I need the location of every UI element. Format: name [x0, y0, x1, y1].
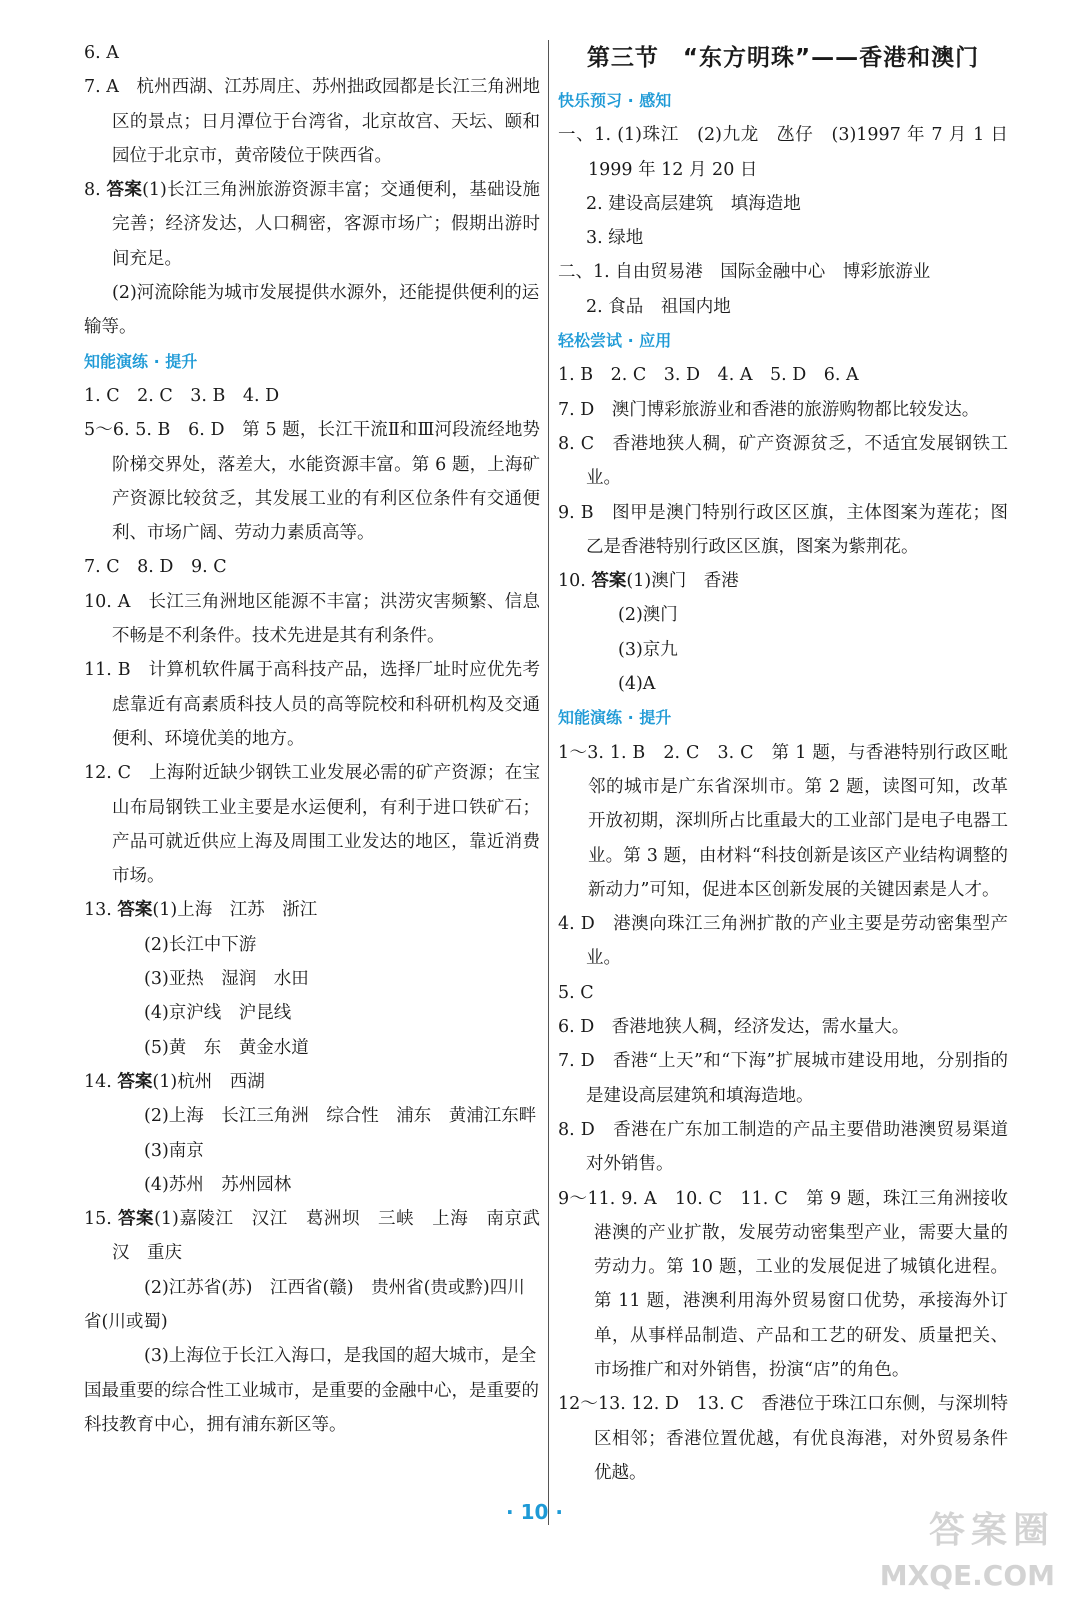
- left-column: [84, 36, 540, 1442]
- answer-label: 答案: [591, 571, 627, 592]
- item-number: 8.: [84, 180, 101, 201]
- answer-item: 6. A: [84, 43, 119, 63]
- answer-item: 8. D 香港在广东加工制造的产品主要借助港澳贸易渠道对外销售。: [558, 1119, 1008, 1175]
- item-number: 13.: [84, 900, 112, 921]
- answer-item: 7. D 香港“上天”和“下海”扩展城市建设用地，分别指的是建设高层建筑和填海造地。: [558, 1051, 1008, 1106]
- answer-item: [84, 893, 540, 927]
- answer-label: 答案: [117, 1071, 153, 1092]
- answer-text: (1)杭州 西湖: [152, 1071, 265, 1092]
- answer-text: (5)黄 东 黄金水道: [144, 1037, 309, 1058]
- answer-item: 9～11. 9. A 10. C 11. C 第 9 题，珠江三角洲接收港澳的产业扩散，发展劳动密集型产业，需要大量的劳动力。第 10 题，工业的发展促进了城镇化进程。第 11 题，港澳利用海外贸易窗口优势，承接海外订单，从事样品制造、产品和工艺的研发、质量把关、市场推广和对外销售，扮演“店”的角色。: [558, 1188, 1008, 1380]
- answer-item: 8. C 香港地狭人稠，矿产资源贫乏，不适宜发展钢铁工业。: [558, 433, 1008, 489]
- column-divider: [548, 40, 549, 1525]
- answer-text: (2)上海 长江三角洲 综合性 浦东 黄浦江东畔: [144, 1106, 537, 1127]
- answer-label: 答案: [117, 900, 153, 921]
- answer-text: (1)上海 江苏 浙江: [152, 900, 318, 921]
- answer-item: 1. C 2. C 3. B 4. D: [84, 385, 280, 406]
- answer-text: (1)澳门 香港: [626, 571, 739, 592]
- answer-label: 答案: [106, 180, 143, 201]
- section-heading: 轻松尝试 · 应用: [558, 331, 672, 351]
- answer-text: (1)长江三角洲旅游资源丰富；交通便利，基础设施完善；经济发达，人口稠密，客源市场广；假期出游时间充足。: [112, 180, 541, 269]
- answer-text: (4)苏州 苏州园林: [144, 1174, 292, 1195]
- answer-item: 二、1. 自由贸易港 国际金融中心 博彩旅游业: [558, 262, 931, 283]
- answer-item: 10. A 长江三角洲地区能源不丰富；洪涝灾害频繁、信息不畅是不利条件。技术先进是其有利条件。: [84, 591, 540, 647]
- answer-text: (2)澳门: [618, 605, 678, 626]
- answer-item: 2. 建设高层建筑 填海造地: [586, 193, 801, 214]
- answer-text: (3)亚热 湿润 水田: [144, 969, 309, 990]
- answer-item: 3. 绿地: [586, 228, 644, 249]
- answer-text: (3)上海位于长江入海口，是我国的超大城市，是全国最重要的综合性工业城市，是重要的金融中心，是重要的科技教育中心，拥有浦东新区等。: [84, 1346, 539, 1435]
- answer-text: (3)京九: [618, 639, 678, 660]
- answer-text: (2)长江中下游: [144, 934, 257, 955]
- answer-label: 答案: [117, 1209, 155, 1230]
- answer-item: 6. D 香港地狭人稠，经济发达，需水量大。: [558, 1017, 910, 1038]
- answer-item: 12. C 上海附近缺少钢铁工业发展必需的矿产资源；在宝山布局钢铁工业主要是水运便利，有利于进口铁矿石；产品可就近供应上海及周围工业发达的地区，靠近消费市场。: [84, 763, 540, 887]
- answer-item: 7. D 澳门博彩旅游业和香港的旅游购物都比较发达。: [558, 399, 980, 420]
- answer-text: (2)江苏省(苏) 江西省(赣) 贵州省(贵或黔)四川省(川或蜀): [84, 1277, 525, 1332]
- item-number: 10.: [558, 571, 586, 592]
- answer-item: [84, 1065, 540, 1099]
- watermark-text: 答案圈: [928, 1510, 1055, 1551]
- answer-item: 一、1. (1)珠江 (2)九龙 氹仔 (3)1997 年 7 月 1 日 1999 年 12 月 20 日: [558, 125, 1008, 180]
- page-number: · 10 ·: [506, 1500, 563, 1524]
- right-column: [558, 36, 1008, 1490]
- item-number: 14.: [84, 1071, 112, 1092]
- answer-item: 5. C: [558, 982, 594, 1003]
- section-heading: 知能演练 · 提升: [84, 351, 198, 371]
- item-number: 15.: [84, 1209, 112, 1230]
- answer-text: (1)嘉陵江 汉江 葛洲坝 三峡 上海 南京武汉 重庆: [112, 1209, 540, 1264]
- watermark-logo: [879, 1502, 1055, 1592]
- watermark-url: MXQE.COM: [879, 1559, 1055, 1592]
- answer-text: (2)河流除能为城市发展提供水源外，还能提供便利的运输等。: [84, 283, 540, 338]
- answer-item: 7. A 杭州西湖、江苏周庄、苏州拙政园都是长江三角洲地区的景点；日月潭位于台湾省，北京故宫、天坛、颐和园位于北京市，黄帝陵位于陕西省。: [84, 77, 540, 166]
- answer-item: 9. B 图甲是澳门特别行政区区旗，主体图案为莲花；图乙是香港特别行政区区旗，图案为紫荆花。: [558, 502, 1008, 557]
- answer-item: 7. C 8. D 9. C: [84, 557, 227, 578]
- answer-item: [558, 564, 1008, 598]
- answer-item: 2. 食品 祖国内地: [586, 296, 731, 317]
- answer-text: (3)南京: [144, 1140, 204, 1161]
- answer-item: 4. D 港澳向珠江三角洲扩散的产业主要是劳动密集型产业。: [558, 914, 1008, 969]
- answer-text: (4)京沪线 沪昆线: [144, 1003, 292, 1024]
- answer-item: 1～3. 1. B 2. C 3. C 第 1 题，与香港特别行政区毗邻的城市是广东省深圳市。第 2 题，读图可知，改革开放初期，深圳所占比重最大的工业部门是电子电器工业。第 3 题，由材料“科技创新是该区产业结构调整的新动力”可知，促进本区创新发展的关键因素是人才。: [558, 742, 1008, 900]
- answer-item: 12～13. 12. D 13. C 香港位于珠江口东侧，与深圳特区相邻；香港位置优越，有优良海港，对外贸易条件优越。: [558, 1394, 1008, 1483]
- answer-text: (4)A: [618, 674, 656, 695]
- answer-item: [84, 173, 540, 276]
- answer-item: 11. B 计算机软件属于高科技产品，选择厂址时应优先考虑靠近有高素质科技人员的高等院校和科研机构及交通便利、环境优美的地方。: [84, 660, 540, 749]
- section-heading: 知能演练 · 提升: [558, 708, 672, 728]
- answer-item: 1. B 2. C 3. D 4. A 5. D 6. A: [558, 365, 859, 386]
- answer-item: 5～6. 5. B 6. D 第 5 题，长江干流Ⅱ和Ⅲ河段流经地势阶梯交界处，落差大，水能资源丰富。第 6 题，上海矿产资源比较贫乏，其发展工业的有利区位条件有交通便利、市场广阔、劳动力素质高等。: [84, 420, 540, 544]
- section-heading: 快乐预习 · 感知: [558, 91, 672, 110]
- section-title: 第三节 “东方明珠”——香港和澳门: [586, 45, 980, 71]
- answer-item: [84, 1202, 540, 1271]
